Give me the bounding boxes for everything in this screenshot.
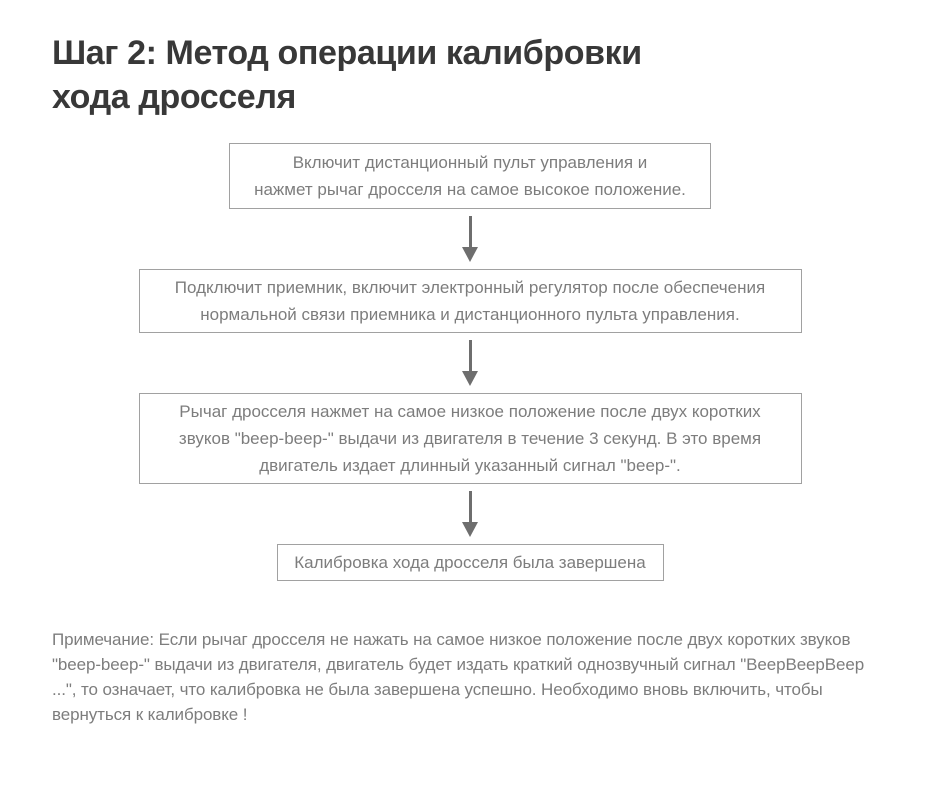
step-text-line: двигатель издает длинный указанный сигнал "beep-". (259, 456, 681, 475)
arrow-head (462, 371, 478, 386)
flowchart (0, 143, 940, 581)
down-arrow-icon (462, 491, 478, 537)
note-text-line: ...", то означает, что калибровка не была завершена успешно. Необходимо вновь включить, чтобы (52, 680, 823, 699)
arrow-head (462, 247, 478, 262)
step-text-line: Включит дистанционный пульт управления и (292, 153, 648, 172)
note-text (52, 627, 892, 727)
arrow-head (462, 522, 478, 537)
flow-step-1 (229, 143, 711, 209)
note-text-line: Примечание: Если рычаг дросселя не нажать на самое низкое положение после двух коротких звуков (52, 630, 851, 649)
step-text-line: нажмет рычаг дросселя на самое высокое положение. (254, 180, 686, 199)
page-title-line: Шаг 2: Метод операции калибровки (52, 34, 642, 72)
page-title (52, 31, 940, 119)
down-arrow-icon (462, 340, 478, 386)
flow-step-3 (139, 393, 802, 484)
step-text-line: Рычаг дросселя нажмет на самое низкое положение после двух коротких (179, 402, 761, 421)
down-arrow-icon (462, 216, 478, 262)
flow-step-4 (277, 544, 664, 581)
step-text-line: Подключит приемник, включит электронный регулятор после обеспечения (174, 278, 766, 297)
note-text-line: "beep-beep-" выдачи из двигателя, двигатель будет издать краткий однозвучный сигнал "BeepBeepBeep (52, 655, 865, 674)
arrow-stem (469, 491, 472, 522)
arrow-stem (469, 340, 472, 371)
step-text-line: нормальной связи приемника и дистанционного пульта управления. (200, 305, 740, 324)
step-text-line: Калибровка хода дросселя была завершена (294, 553, 646, 572)
flow-step-2 (139, 269, 802, 333)
step-text-line: звуков "beep-beep-" выдачи из двигателя в течение 3 секунд. В это время (178, 429, 762, 448)
arrow-stem (469, 216, 472, 247)
note-text-line: вернуться к калибровке ! (52, 705, 248, 724)
page-title-line: хода дросселя (52, 78, 296, 116)
